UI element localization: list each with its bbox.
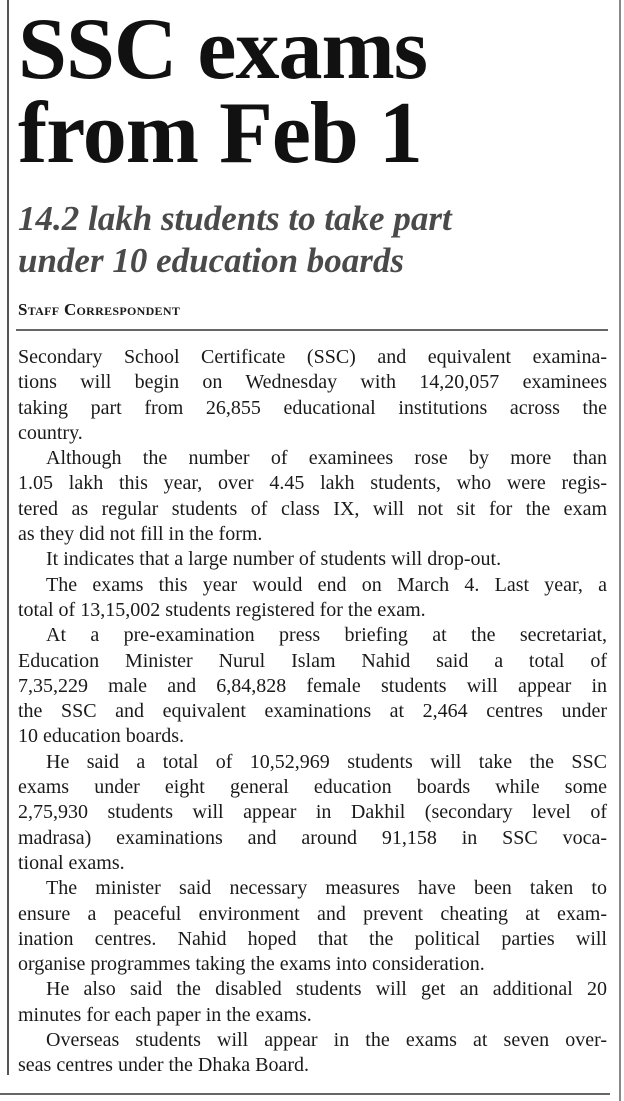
article-paragraph — [18, 1028, 607, 1079]
subheadline-line-2: under 10 education boards — [18, 241, 405, 280]
paragraph-line: He also said the disabled students will get an additional 20 — [46, 978, 607, 1001]
column-border-left — [7, 0, 9, 1075]
headline-line-1: SSC exams — [18, 1, 428, 98]
paragraph-line: 7,35,229 male and 6,84,828 female students will appear in — [18, 674, 607, 697]
article-paragraph — [18, 573, 607, 624]
subheadline — [18, 198, 452, 282]
paragraph-line: It indicates that a large number of students will drop-out. — [46, 548, 502, 571]
paragraph-line: the SSC and equivalent examinations at 2,464 centres under — [18, 700, 607, 723]
paragraph-line: Although the number of examinees rose by more than — [46, 447, 607, 470]
paragraph-line: organise programmes taking the exams into consideration. — [18, 953, 485, 976]
paragraph-line: Overseas students will appear in the exams at seven over- — [46, 1029, 607, 1052]
paragraph-line: He said a total of 10,52,969 students will take the SSC — [46, 750, 607, 773]
paragraph-line: 10 education boards. — [18, 725, 185, 748]
paragraph-line: The minister said necessary measures have been taken to — [46, 877, 607, 900]
headline — [18, 1, 428, 182]
headline-line-2: from Feb 1 — [18, 85, 422, 182]
article-paragraph — [18, 345, 607, 446]
bottom-divider — [0, 1093, 610, 1095]
paragraph-line: At a pre-examination press briefing at the secretariat, — [46, 624, 607, 647]
paragraph-line: total of 13,15,002 students registered for the exam. — [18, 598, 426, 621]
paragraph-line: madrasa) examinations and around 91,158 in SSC voca- — [18, 826, 607, 849]
paragraph-line: tional exams. — [18, 851, 125, 874]
article-paragraph — [18, 876, 607, 977]
paragraph-line: tered as regular students of class IX, will not sit for the exam — [18, 497, 607, 520]
article-paragraph — [18, 446, 607, 547]
article-body — [18, 345, 607, 1079]
paragraph-line: The exams this year would end on March 4. Last year, a — [46, 573, 607, 596]
article-paragraph — [18, 547, 607, 572]
paragraph-line: ensure a peaceful environment and prevent cheating at exam- — [18, 902, 607, 925]
paragraph-line: tions will begin on Wednesday with 14,20,057 examinees — [18, 371, 607, 394]
paragraph-line: taking part from 26,855 educational institutions across the — [18, 396, 607, 419]
paragraph-line: country. — [18, 421, 83, 444]
paragraph-line: minutes for each paper in the exams. — [18, 1003, 312, 1026]
article-paragraph — [18, 623, 607, 749]
paragraph-line: exams under eight general education boards while some — [18, 776, 607, 799]
article-paragraph — [18, 977, 607, 1028]
paragraph-line: Education Minister Nurul Islam Nahid said a total of — [18, 649, 607, 672]
byline-divider — [16, 329, 608, 331]
paragraph-line: 1.05 lakh this year, over 4.45 lakh students, who were regis- — [18, 472, 607, 495]
byline: Staff Correspondent — [18, 300, 181, 319]
subheadline-line-1: 14.2 lakh students to take part — [18, 199, 452, 238]
paragraph-line: seas centres under the Dhaka Board. — [18, 1054, 309, 1077]
column-border-right — [619, 0, 621, 1101]
paragraph-line: Secondary School Certificate (SSC) and equivalent examina- — [18, 346, 607, 368]
paragraph-line: ination centres. Nahid hoped that the political parties will — [18, 927, 607, 950]
paragraph-line: 2,75,930 students will appear in Dakhil (secondary level of — [18, 801, 607, 824]
article-paragraph — [18, 750, 607, 876]
paragraph-line: as they did not fill in the form. — [18, 523, 263, 546]
